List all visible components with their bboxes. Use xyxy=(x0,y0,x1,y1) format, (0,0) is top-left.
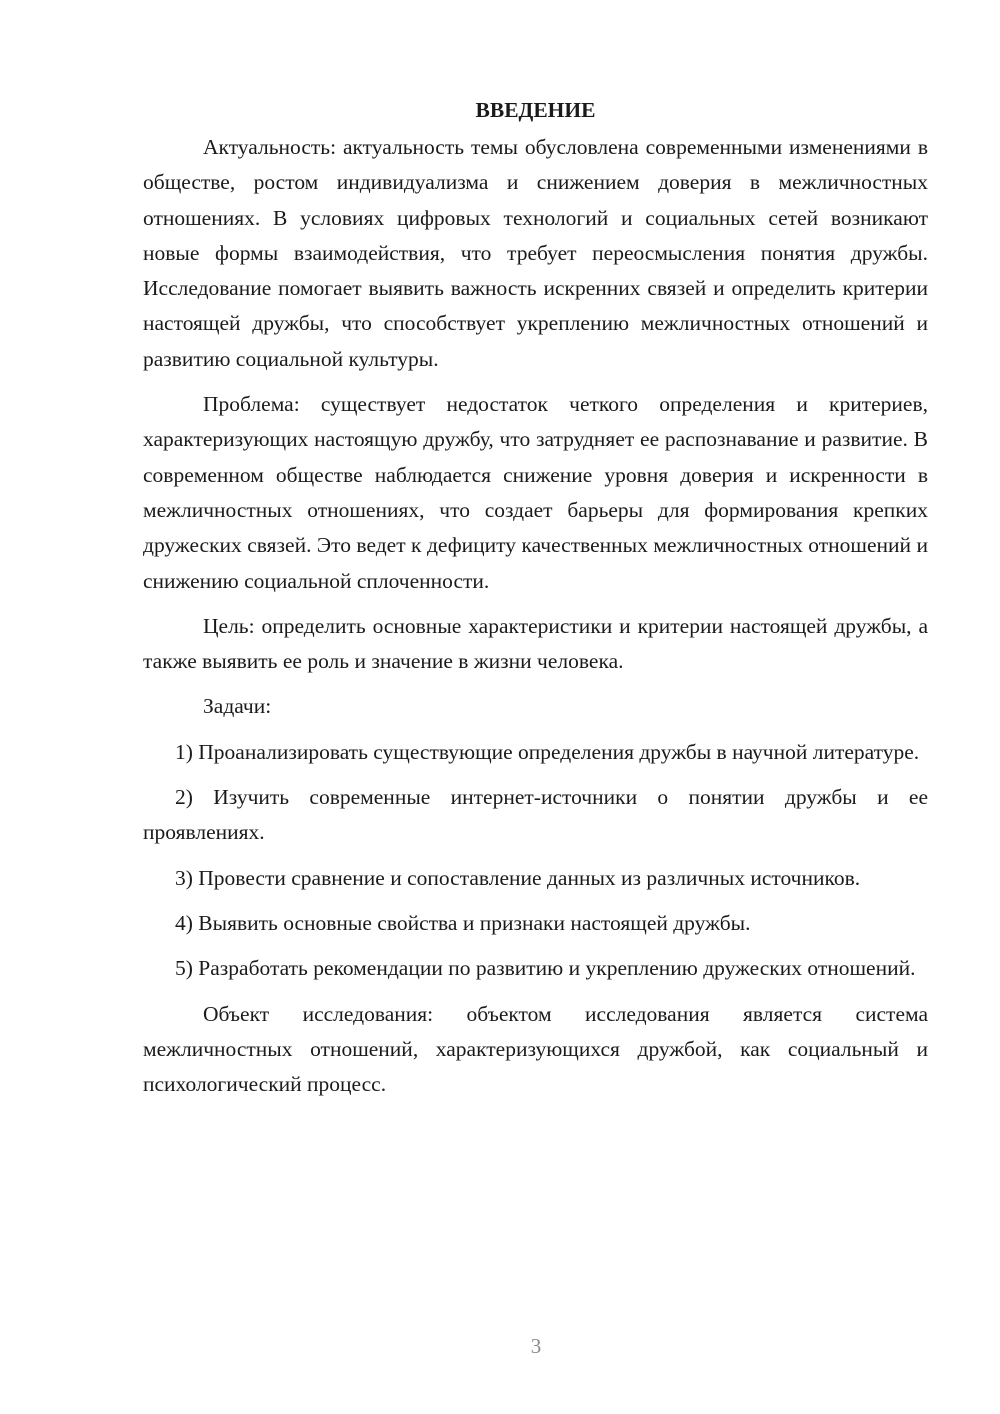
tasks-heading: Задачи: xyxy=(203,694,272,719)
problem-paragraph: Проблема: существует недостаток четкого определения и критериев, характеризующих настоящую дружбу, что затрудняет ее распознавание и развитие. В современном обществе наблюдается снижение уровня доверия и искренности в межличностных отношениях, что создает барьеры для формирования крепких дружеских связей. Это ведет к дефициту качественных межличностных отношений и снижению социальной сплоченности. xyxy=(143,392,928,593)
task-item-4: 4) Выявить основные свойства и признаки настоящей дружбы. xyxy=(175,910,751,935)
object-paragraph: Объект исследования: объектом исследования является система межличностных отношений, характеризующихся дружбой, как социальный и психологический процесс. xyxy=(143,1001,928,1097)
page-number: 3 xyxy=(530,1334,542,1358)
task-item-3: 3) Провести сравнение и сопоставление данных из различных источников. xyxy=(175,865,861,890)
task-item-1: 1) Проанализировать существующие определения дружбы в научной литературе. xyxy=(175,739,920,764)
document-page xyxy=(143,93,928,1112)
relevance-paragraph: Актуальность: актуальность темы обусловлена современными изменениями в обществе, ростом индивидуализма и снижением доверия в межличностных отношениях. В условиях цифровых технологий и социальных сетей возникают новые формы взаимодействия, что требует переосмысления понятия дружбы. Исследование помогает выявить важность искренних связей и определить критерии настоящей дружбы, что способствует укреплению межличностных отношений и развитию социальной культуры. xyxy=(143,135,928,371)
task-item-5: 5) Разработать рекомендации по развитию и укреплению дружеских отношений. xyxy=(175,956,916,981)
section-title: ВВЕДЕНИЕ xyxy=(475,98,596,122)
task-item-2: 2) Изучить современные интернет-источники о понятии дружбы и ее проявлениях. xyxy=(143,785,928,845)
goal-paragraph: Цель: определить основные характеристики и критерии настоящей дружбы, а также выявить ее роль и значение в жизни человека. xyxy=(143,613,928,674)
